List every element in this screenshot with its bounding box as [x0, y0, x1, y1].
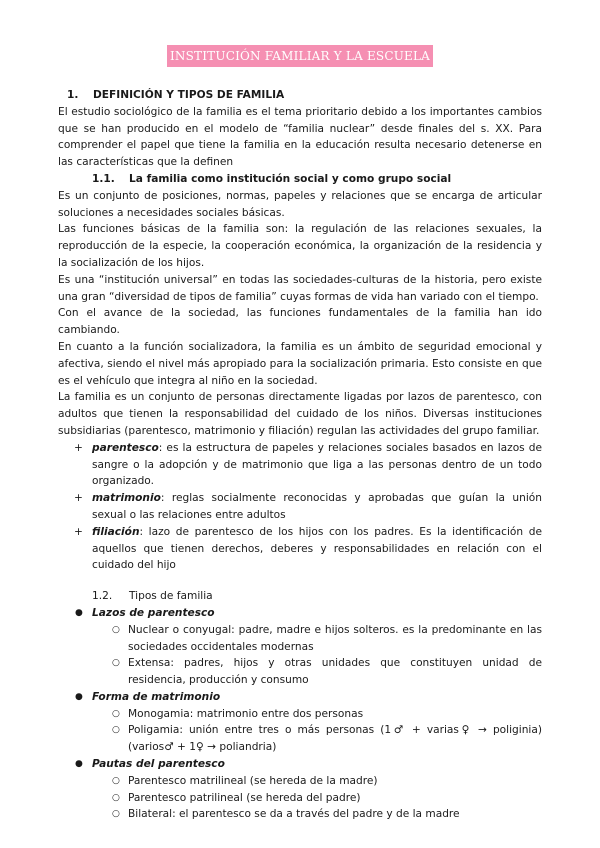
section-1-2-title: Tipos de familia: [129, 590, 213, 603]
plus-bullet: +: [74, 525, 83, 538]
circle-bullet: ○: [112, 809, 120, 820]
term-item-parentesco: [58, 440, 542, 490]
type-group-label: Forma de matrimonio: [92, 690, 221, 703]
terms-list: [58, 440, 542, 574]
circle-bullet: ○: [112, 708, 120, 719]
circle-bullet: ○: [112, 775, 120, 786]
sub-item-text: Monogamia: matrimonio entre dos personas: [128, 707, 364, 720]
sub-item-poligamia: [58, 722, 542, 756]
dot-bullet: ●: [75, 759, 83, 770]
type-group-lazos: [58, 605, 542, 622]
sub-item-text: Parentesco matrilineal (se hereda de la madre): [128, 774, 378, 787]
type-group-label: Lazos de parentesco: [92, 606, 215, 619]
term-text: : lazo de parentesco de los hijos con los padres. Es la identificación de aquellos que tienen derechos, deberes y responsabilidades en relación con el cuidado del hijo: [92, 525, 542, 572]
type-group-pautas: [58, 756, 542, 773]
term-text: : reglas socialmente reconocidas y aprobadas que guían la unión sexual o las relaciones entre adultos: [92, 492, 542, 521]
sub-item-text: Nuclear o conyugal: padre, madre e hijos solteros. es la predominante en las sociedades occidentales modernas: [128, 623, 542, 653]
type-group-matrimonio: [58, 689, 542, 706]
document-title: INSTITUCIÓN FAMILIAR Y LA ESCUELA: [167, 45, 433, 67]
paragraph-5: En cuanto a la función socializadora, la familia es un ámbito de seguridad emocional y afectiva, siendo el nivel más apropiado para la socialización primaria. Esto consiste en que es el vehículo que integra al niño en la sociedad.: [58, 340, 542, 387]
section-1-1-title: La familia como institución social y como grupo social: [129, 172, 452, 185]
circle-bullet: ○: [112, 658, 120, 669]
paragraph-6: La familia es un conjunto de personas directamente ligadas por lazos de parentesco, con adultos que tienen la responsabilidad del cuidado de los niños. Diversas instituciones subsidiarias (parentesco, matrimonio y filiación) regulan las actividades del grupo familiar.: [58, 391, 542, 437]
term-text: : es la estructura de papeles y relaciones sociales basados en lazos de sangre o la adopción y de matrimonio que liga a las personas dentro de un todo organizado.: [92, 441, 542, 488]
sub-item-nuclear: [58, 622, 542, 656]
term-item-matrimonio: [58, 490, 542, 524]
section-1-1-heading: [92, 171, 542, 188]
type-group-label: Pautas del parentesco: [92, 758, 225, 771]
dot-bullet: ●: [75, 691, 83, 702]
paragraph-4: Con el avance de la sociedad, las funciones fundamentales de la familia han ido cambiando.: [58, 307, 542, 337]
section-1-intro: El estudio sociológico de la familia es el tema prioritario debido a los importantes cambios que se han producido en el modelo de “familia nuclear” desde finales del s. XX. Para comprender el papel que tiene la familia en la educación resulta necesario detenerse en las características que la definen: [58, 105, 542, 169]
sub-item-text: Parentesco patrilineal (se hereda del padre): [128, 791, 361, 804]
term-item-filiacion: [58, 524, 542, 574]
sub-item-text: Poligamia: unión entre tres o más personas (1♂ + varias♀ → poliginia) (varios♂ + 1♀ → poliandria): [128, 724, 542, 754]
term-label: parentesco: [92, 441, 159, 454]
plus-bullet: +: [74, 492, 83, 505]
plus-bullet: +: [74, 441, 83, 454]
sub-item-patrilineal: [58, 790, 542, 807]
sub-item-monogamia: [58, 706, 542, 723]
circle-bullet: ○: [112, 792, 120, 803]
section-1-2-heading: [92, 588, 542, 605]
title-wrap: [58, 45, 542, 69]
section-1-heading: [67, 87, 542, 104]
sub-item-text: Extensa: padres, hijos y otras unidades que constituyen unidad de residencia, producción y consumo: [128, 657, 542, 687]
paragraph-1: Es un conjunto de posiciones, normas, papeles y relaciones que se encarga de articular soluciones a necesidades sociales básicas.: [58, 189, 542, 219]
sub-item-extensa: [58, 655, 542, 689]
sub-item-bilateral: [58, 806, 542, 823]
circle-bullet: ○: [112, 624, 120, 635]
section-1-1-number: 1.1.: [92, 172, 115, 185]
spacer: [58, 574, 542, 588]
section-1-title: DEFINICIÓN Y TIPOS DE FAMILIA: [93, 89, 285, 101]
section-1-number: 1.: [67, 89, 79, 101]
section-1-2-number: 1.2.: [92, 590, 113, 603]
term-label: matrimonio: [92, 492, 161, 505]
paragraph-2: Las funciones básicas de la familia son: la regulación de las relaciones sexuales, la reproducción de la especie, la cooperación económica, la organización de la residencia y la socialización de los hijos.: [58, 223, 542, 269]
dot-bullet: ●: [75, 607, 83, 618]
sub-item-matrilineal: [58, 773, 542, 790]
term-label: filiación: [92, 525, 140, 538]
sub-item-text: Bilateral: el parentesco se da a través del padre y de la madre: [128, 808, 460, 821]
circle-bullet: ○: [112, 725, 120, 736]
paragraph-3: Es una “institución universal” en todas las sociedades-culturas de la historia, pero existe una gran “diversidad de tipos de familia” cuyas formas de vida han variado con el tiempo.: [58, 273, 542, 303]
